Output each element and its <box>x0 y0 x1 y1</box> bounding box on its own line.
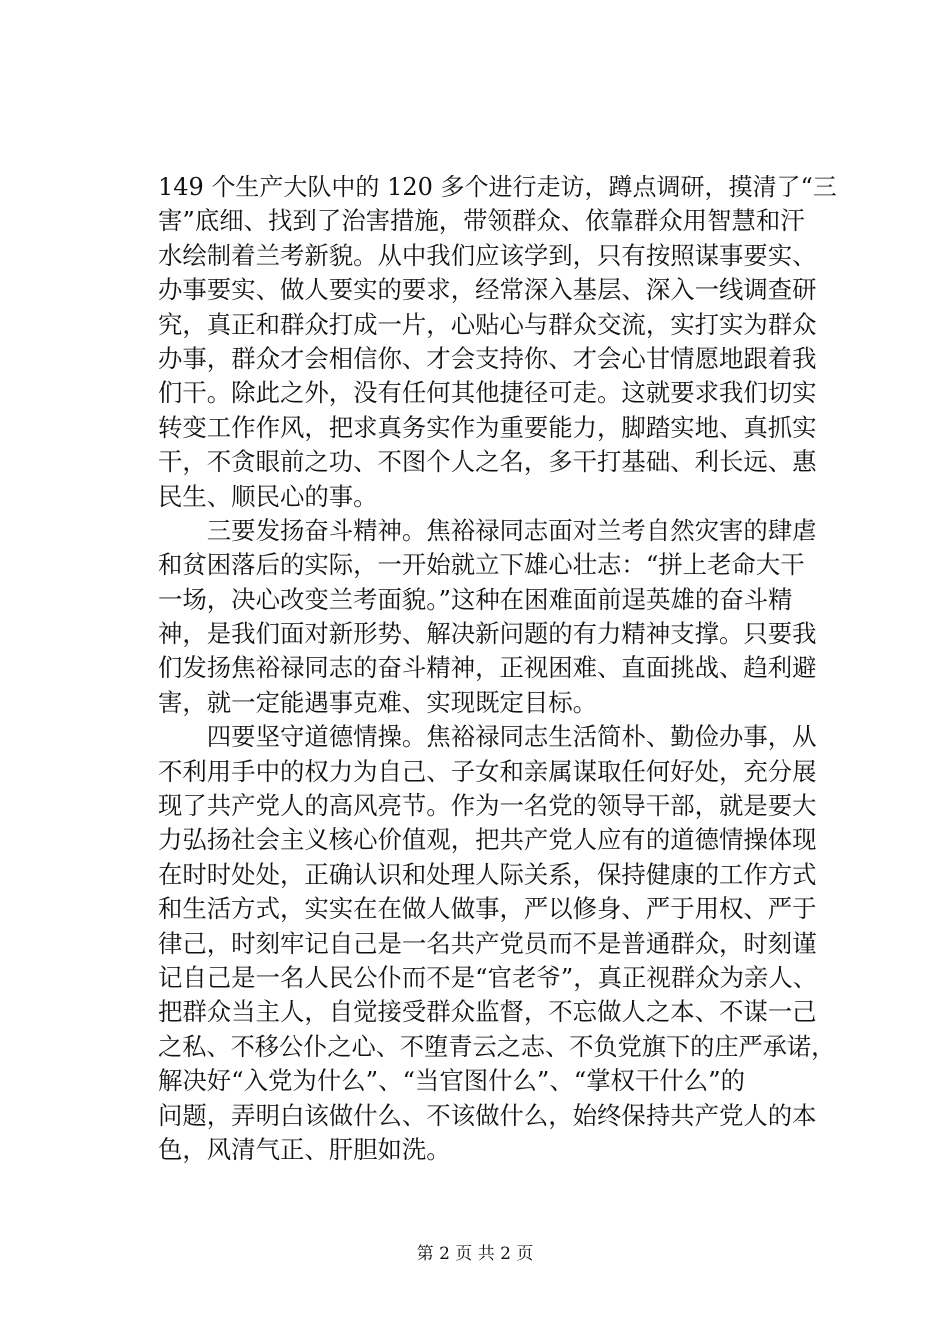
text-line: 们干。除此之外，没有任何其他捷径可走。这就要求我们切实 <box>158 378 817 408</box>
body-text <box>158 170 838 1167</box>
text-line: 水绘制着兰考新貌。从中我们应该学到，只有按照谋事要实、 <box>158 240 817 270</box>
text-line: 究，真正和群众打成一片，心贴心与群众交流，实打实为群众 <box>158 309 817 339</box>
text-line: 转变工作作风，把求真务实作为重要能力，脚踏实地、真抓实 <box>158 412 817 442</box>
text-line: 149 个生产大队中的 120 多个进行走访，蹲点调研，摸清了“三 <box>158 173 837 201</box>
text-line: 力弘扬社会主义核心价值观，把共产党人应有的道德情操体现 <box>158 825 817 855</box>
text-line: 在时时处处，正确认识和处理人际关系，保持健康的工作方式 <box>158 859 817 889</box>
text-line: 色，风清气正、肝胆如洗。 <box>158 1134 451 1164</box>
text-line: 干，不贪眼前之功、不图个人之名，多干打基础、利长远、惠 <box>158 447 817 477</box>
text-line: 之私、不移公仆之心、不堕青云之志、不负党旗下的庄严承诺， <box>158 1032 836 1061</box>
text-line: 四要坚守道德情操。焦裕禄同志生活简朴、勤俭办事，从 <box>158 722 817 752</box>
text-line: 一场，决心改变兰考面貌。”这种在困难面前逞英雄的奋斗精 <box>158 584 793 614</box>
text-line: 现了共产党人的高风亮节。作为一名党的领导干部，就是要大 <box>158 791 817 821</box>
text-line: 害”底细、找到了治害措施，带领群众、依靠群众用智慧和汗 <box>158 206 805 236</box>
text-line: 们发扬焦裕禄同志的奋斗精神，正视困难、直面挑战、趋利避 <box>158 653 817 683</box>
text-line: 律己，时刻牢记自己是一名共产党员而不是普通群众，时刻谨 <box>158 928 817 958</box>
page-footer: 第 2 页 共 2 页 <box>416 1244 534 1264</box>
text-line: 不利用手中的权力为自己、子女和亲属谋取任何好处，充分展 <box>158 756 817 786</box>
text-line: 记自己是一名人民公仆而不是“官老爷”，真正视群众为亲人、 <box>158 962 818 992</box>
text-line: 办事，群众才会相信你、才会支持你、才会心甘情愿地跟着我 <box>158 343 817 373</box>
text-line: 把群众当主人，自觉接受群众监督，不忘做人之本、不谋一己 <box>158 997 817 1027</box>
text-line: 问题，弄明白该做什么、不该做什么，始终保持共产党人的本 <box>158 1100 817 1130</box>
text-line: 办事要实、做人要实的要求，经常深入基层、深入一线调查研 <box>158 275 817 305</box>
text-line: 和贫困落后的实际，一开始就立下雄心壮志：“拼上老命大干 <box>158 550 805 580</box>
text-line: 民生、顺民心的事。 <box>158 481 378 511</box>
text-line: 害，就一定能遇事克难、实现既定目标。 <box>158 687 598 717</box>
text-line: 三要发扬奋斗精神。焦裕禄同志面对兰考自然灾害的肆虐 <box>158 515 817 545</box>
text-line: 神，是我们面对新形势、解决新问题的有力精神支撑。只要我 <box>158 619 817 649</box>
text-line: 解决好“入党为什么”、“当官图什么”、“掌权干什么”的 <box>158 1066 746 1096</box>
text-line: 和生活方式，实实在在做人做事，严以修身、严于用权、严于 <box>158 894 817 924</box>
